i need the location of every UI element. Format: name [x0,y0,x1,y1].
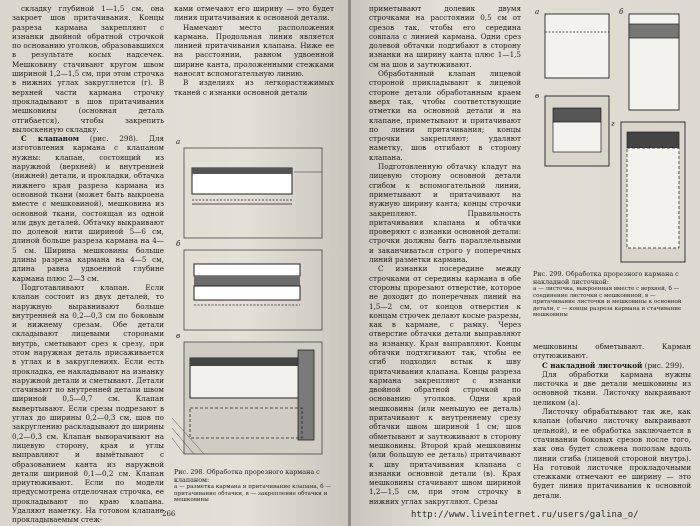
right-page [351,0,700,526]
caption-legend: а — листочка, выкроенная вместе с верхней, б — соединение листочки с мешковиной, в — притачивание листочки и мешковины к основной детали, г — концы разреза кармана и стачивание мешковины [533,286,682,319]
figure-299-caption [533,270,691,319]
paragraph-text: (рис. 298). Для изготовления кармана с клапаном нужны: клапан, состоящий из наружной (верхней) и внутренней (нижней) детали, и прокладки, обтачка нижнего края разреза кармана из основной ткани (может быть выкроена вместе с мешковиной), мешковина из основной ткани, состоящая из одной или двух деталей. Обтачку выкраивают по долевой нити шириной 5—6 см, длиной больше разреза кармана на 4—5 см. Ширина мешковины больше длины разреза кармана на 4—5 см, длина равна удвоенной глубине кармана плюс 2—3 см. [12,134,164,283]
watermark-url: http://www.liveinternet.ru/users/galina_o/ [411,510,639,520]
left-page [0,0,349,526]
figure-reference: (рис. 299). [644,360,685,370]
paragraph: С изнанки посередине между строчками от середины кармана в обе стороны прорезают отверстие, которое не доходит до поперечных линий на 1,5—2 см, от концов отверстия к концам строчек делают косые разрезы, как в кармане, с рамку. Через отверстие обтачки детали выправляют на изнанку. Края выправляют. Концы обтачки подтягивают так, чтобы ее сгиб подходил встык к шву притачивания клапана. Концы разреза кармана закрепляют с изнанки двойной обратной строчкой по основанию уголков. Одни край мешковины (или меньшую ее деталь) притачивают к внутреннему срезу обтачки швом шириной 1 см; шов обметывают и заутюживают в сторону мешковины. Второй край мешковины (или большую ее деталь) притачивают к шву притачивания клапана с изнанки основной детали (в). Края мешковины стачивают швом шириной 1,2—1,5 см, при этом строчку в нижних углах закругляют. Срезы [369,264,521,506]
figure-letter: а [535,8,540,16]
paragraph: мешковины обметывают. Карман отутюживают. [533,342,691,361]
left-column-1 [12,4,164,525]
figure-298 [172,138,337,468]
paragraph: Для обработки кармана нужны листочка и две детали мешковины из основной ткани. Листочку выкраивают целиком (а). [533,369,691,407]
paragraph [12,134,164,283]
figure-letter: б [176,240,181,248]
caption-title: Рис. 299. Обработка прорезного кармана с накладной листочкой: [533,270,679,286]
paragraph: В изделиях из легкорастяжимых тканей с изнанки основной детали [174,78,334,97]
paragraph: Обработанный клапан лицевой стороной прикладывают к лицевой стороне детали обработанным краем вверх так, чтобы соответствующие отметки на основной детали и на клапане, приметывают и притачивают по линии притачивания; концы строчки закрепляют; удаляют наметку, шов отгибают в сторону клапана. [369,69,521,162]
figure-298-drawing [172,138,337,468]
paragraph: Подготавливают клапан. Если клапан состоит из двух деталей, то наружную выравнивают больше внутренней на 0,2—0,3 см по боковым и нижнему срезам. Обе детали складывают лицевыми сторонами внутрь, сметывают срез к срезу, при этом наружная деталь присаживается в углах и в закруглениях. Если есть прокладка, ее накладывают на изнанку наружной детали и сметывают. Детали стачивают по внутренней детали швом шириной 0,5—0,7 см. Клапан вывертывают. Если срезы подрезают в углах до ширины 0,2—0,3 см, шов по закруглению раскладывают до ширины 0,2—0,3 см. Клапан выворачивают на лицевую сторону, края и углы выправляют и вымётывают с образованием канта из наружной детали шириной 0,1—0,2 см. Клапан приутюживают. Если по модели предусмотрена отделочная строчка, ее прокладывают по краю клапана. Удаляют наметку. На готовом клапане прокладываемым стеж- [12,282,164,525]
figure-299-drawing [531,4,691,266]
section-heading: С клапаном [21,134,79,144]
paragraph: Подготовленную обтачку кладут на лицевую сторону основной детали сгибом к вспомогательной линии, приметывают и притачивают на нужную ширину канта; концы строчки закрепляют. Правильность притачивания клапана и обтачки проверяют с изнанки основной детали: строчки должны быть параллельными и заканчиваться строго у поперечных линий разметки кармана. [369,162,521,265]
figure-letter: а [176,138,181,146]
paragraph: Намечают место расположения кармана. Продольная линия является линией притачивания клапана. Ниже ее на расстоянии, равном удвоенной ширине канта, проложенными стежками наносят вспомогательную линию. [174,22,334,79]
section-heading: С накладной листочкой [542,360,643,370]
left-column-2 [174,4,334,130]
figure-letter: б [619,8,624,16]
figure-letter: г [611,120,615,128]
figure-letter: в [535,92,540,100]
caption-title: Рис. 298. Обработка прорезного кармана с клапаном: [174,468,320,484]
page-number: 266 [162,510,176,518]
figure-letter: в [176,332,181,340]
paragraph [533,361,691,370]
figure-299 [531,4,691,266]
paragraph: ками отмечают его ширину — это будет линия притачивания к основной детали. [174,4,334,23]
figure-298-caption [174,468,334,504]
right-column-2 [533,342,691,510]
paragraph: складку глубиной 1—1,5 см, она закроет шов притачивания. Концы разреза кармана закрепляют с изнанки двойной обратной строчкой по основанию уголков, образовавшихся в результате косых надсечек. Мешковину стачивают кругом швом шириной 1,2—1,5 см, при этом строчка в нижних углах закругляется (г). В верхней части кармана строчку прокладывают в шов притачивания мешковины (основная деталь отгибается), чтобы закрепить вылоскенную складку. [12,4,164,134]
caption-legend: а — разметка кармана и притачивание клапана, б — притачивание обтачки, в — закрепление обтачки и мешковины [174,484,331,504]
paragraph: Листочку обрабатывают так же, как клапан (обычно листочку выкраивают цельной), и ее обработка заключается в стачивании боковых срезов после того, как она будет сложена пополам вдоль линии сгиба (лицевой стороной внутрь). На готовой листочке прокладочными стежками отмечают ее ширину — это будет линия притачивания к основной детали. [533,407,691,500]
right-column-1 [369,4,521,506]
paragraph: приметывают долевик двумя строчками на расстоянии 0,5 см от срезов так, чтобы его середина совпала с линией кармана. Одни срез долевой обтачки подгибают в сторону изнанки на ширину канта плюс 1—1,5 см на шов и заутюживают. [369,4,521,69]
